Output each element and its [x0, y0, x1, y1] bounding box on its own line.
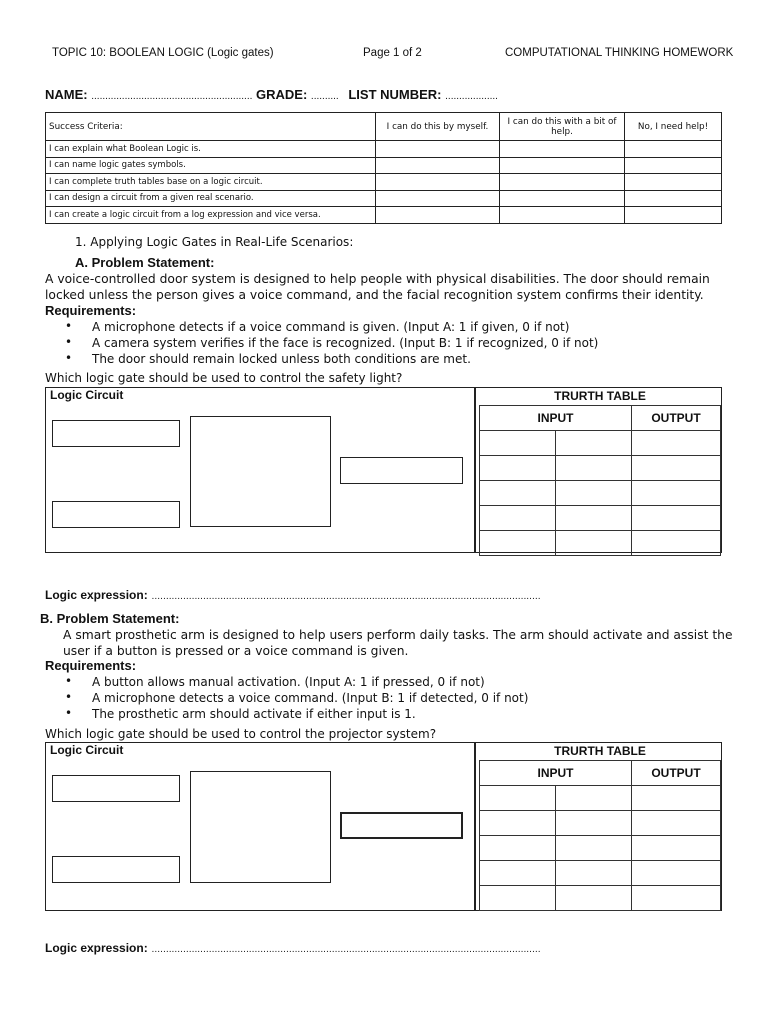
logic-expression-field[interactable]: ........................................................................................................................................ [151, 945, 541, 955]
name-field[interactable]: .......................................................... [91, 91, 253, 102]
cell[interactable] [556, 506, 632, 531]
check-cell[interactable] [625, 141, 722, 158]
cell[interactable] [556, 811, 632, 836]
divider [474, 742, 476, 911]
check-cell[interactable] [625, 190, 722, 207]
table-row [46, 174, 722, 191]
requirement-b3: The prosthetic arm should activate if either input is 1. [92, 707, 416, 721]
cell[interactable] [480, 456, 556, 481]
check-cell[interactable] [500, 174, 625, 191]
cell[interactable] [556, 786, 632, 811]
logic-circuit-label: Logic Circuit [50, 743, 124, 757]
table-row [46, 207, 722, 224]
output-box[interactable] [340, 457, 463, 484]
truth-table-title: TRURTH TABLE [554, 389, 646, 403]
table-row [480, 431, 721, 456]
cell[interactable] [556, 481, 632, 506]
output-header: OUTPUT [632, 761, 721, 786]
header-course: COMPUTATIONAL THINKING HOMEWORK [505, 47, 734, 59]
cell[interactable] [480, 506, 556, 531]
table-row [480, 481, 721, 506]
gate-box[interactable] [190, 771, 331, 883]
table-row [480, 786, 721, 811]
criterion: I can name logic gates symbols. [46, 157, 376, 174]
problem-a-line2: locked unless the person gives a voice command, and the facial recognition system confirms their identity. [45, 288, 704, 302]
cell[interactable] [480, 431, 556, 456]
grade-field[interactable]: .......... [310, 91, 339, 102]
name-label: NAME: [45, 87, 88, 102]
truth-table-title: TRURTH TABLE [554, 744, 646, 758]
problem-b-line2: user if a button is pressed or a voice command is given. [63, 644, 409, 658]
table-row [480, 886, 721, 911]
output-box[interactable] [340, 812, 463, 839]
cell[interactable] [480, 786, 556, 811]
input-a-box[interactable] [52, 420, 180, 447]
cell[interactable] [632, 431, 721, 456]
section-title: 1. Applying Logic Gates in Real-Life Scenarios: [75, 235, 354, 249]
problem-b-line1: A smart prosthetic arm is designed to help users perform daily tasks. The arm should activate and assist the [63, 628, 733, 642]
logic-expression-label: Logic expression: [45, 588, 148, 602]
check-cell[interactable] [376, 157, 500, 174]
criterion: I can design a circuit from a given real scenario. [46, 190, 376, 207]
table-row [480, 836, 721, 861]
criterion: I can explain what Boolean Logic is. [46, 141, 376, 158]
table-row [480, 506, 721, 531]
truth-table-a [479, 405, 721, 556]
cell[interactable] [480, 811, 556, 836]
cell[interactable] [556, 836, 632, 861]
cell[interactable] [480, 481, 556, 506]
input-a-box[interactable] [52, 775, 180, 802]
bullet-icon: • [65, 674, 73, 688]
input-header: INPUT [480, 406, 632, 431]
problem-a-label: A. Problem Statement: [75, 255, 215, 270]
requirement-a1: A microphone detects if a voice command is given. (Input A: 1 if given, 0 if not) [92, 320, 570, 334]
bullet-icon: • [65, 319, 73, 333]
table-row [46, 190, 722, 207]
list-number-label: LIST NUMBER: [348, 87, 442, 102]
table-row [46, 157, 722, 174]
cell[interactable] [480, 531, 556, 556]
header-cell: I can do this with a bit of help. [500, 113, 625, 141]
truth-table-b [479, 760, 721, 911]
check-cell[interactable] [625, 207, 722, 224]
question-b: Which logic gate should be used to control the projector system? [45, 727, 437, 741]
check-cell[interactable] [500, 141, 625, 158]
table-header-row [46, 113, 722, 141]
check-cell[interactable] [376, 190, 500, 207]
output-header: OUTPUT [632, 406, 721, 431]
header-page: Page 1 of 2 [363, 47, 422, 59]
check-cell[interactable] [625, 174, 722, 191]
cell[interactable] [556, 861, 632, 886]
cell[interactable] [632, 861, 721, 886]
cell[interactable] [632, 531, 721, 556]
requirement-a3: The door should remain locked unless both conditions are met. [92, 352, 471, 366]
cell[interactable] [480, 836, 556, 861]
student-info [45, 87, 498, 102]
cell[interactable] [632, 886, 721, 911]
cell[interactable] [632, 811, 721, 836]
cell[interactable] [480, 886, 556, 911]
header-cell: I can do this by myself. [376, 113, 500, 141]
bullet-icon: • [65, 335, 73, 349]
check-cell[interactable] [376, 141, 500, 158]
logic-expression-a [45, 588, 541, 602]
table-row [480, 531, 721, 556]
input-header: INPUT [480, 761, 632, 786]
problem-b-label: B. Problem Statement: [40, 611, 180, 626]
cell[interactable] [480, 861, 556, 886]
check-cell[interactable] [376, 207, 500, 224]
cell[interactable] [556, 531, 632, 556]
logic-circuit-label: Logic Circuit [50, 388, 124, 402]
table-row [480, 811, 721, 836]
table-row [46, 141, 722, 158]
check-cell[interactable] [500, 207, 625, 224]
bullet-icon: • [65, 706, 73, 720]
grade-label: GRADE: [256, 87, 308, 102]
cell[interactable] [556, 431, 632, 456]
check-cell[interactable] [376, 174, 500, 191]
cell[interactable] [632, 836, 721, 861]
header-cell: Success Criteria: [46, 113, 376, 141]
cell[interactable] [632, 481, 721, 506]
success-criteria-table [45, 112, 722, 224]
logic-expression-field[interactable]: ........................................................................................................................................ [151, 592, 541, 602]
requirements-a-label: Requirements: [45, 303, 137, 318]
list-number-field[interactable]: ................... [445, 91, 498, 102]
criterion: I can complete truth tables base on a logic circuit. [46, 174, 376, 191]
logic-expression-label: Logic expression: [45, 941, 148, 955]
criterion: I can create a logic circuit from a log expression and vice versa. [46, 207, 376, 224]
bullet-icon: • [65, 351, 73, 365]
bullet-icon: • [65, 690, 73, 704]
divider [474, 387, 476, 553]
input-b-box[interactable] [52, 501, 180, 528]
requirements-b-label: Requirements: [45, 658, 137, 673]
check-cell[interactable] [625, 157, 722, 174]
table-row [480, 456, 721, 481]
check-cell[interactable] [500, 157, 625, 174]
problem-a-line1: A voice-controlled door system is designed to help people with physical disabilities. The door should remain [45, 272, 710, 286]
requirement-b1: A button allows manual activation. (Input A: 1 if pressed, 0 if not) [92, 675, 485, 689]
cell[interactable] [556, 456, 632, 481]
cell[interactable] [632, 506, 721, 531]
input-b-box[interactable] [52, 856, 180, 883]
gate-box[interactable] [190, 416, 331, 527]
table-row [480, 861, 721, 886]
cell[interactable] [556, 886, 632, 911]
requirement-b2: A microphone detects a voice command. (Input B: 1 if detected, 0 if not) [92, 691, 529, 705]
requirement-a2: A camera system verifies if the face is recognized. (Input B: 1 if recognized, 0 if not) [92, 336, 599, 350]
header-topic: TOPIC 10: BOOLEAN LOGIC (Logic gates) [52, 47, 274, 59]
cell[interactable] [632, 456, 721, 481]
logic-expression-b [45, 941, 541, 955]
check-cell[interactable] [500, 190, 625, 207]
question-a: Which logic gate should be used to control the safety light? [45, 371, 403, 385]
cell[interactable] [632, 786, 721, 811]
header-cell: No, I need help! [625, 113, 722, 141]
